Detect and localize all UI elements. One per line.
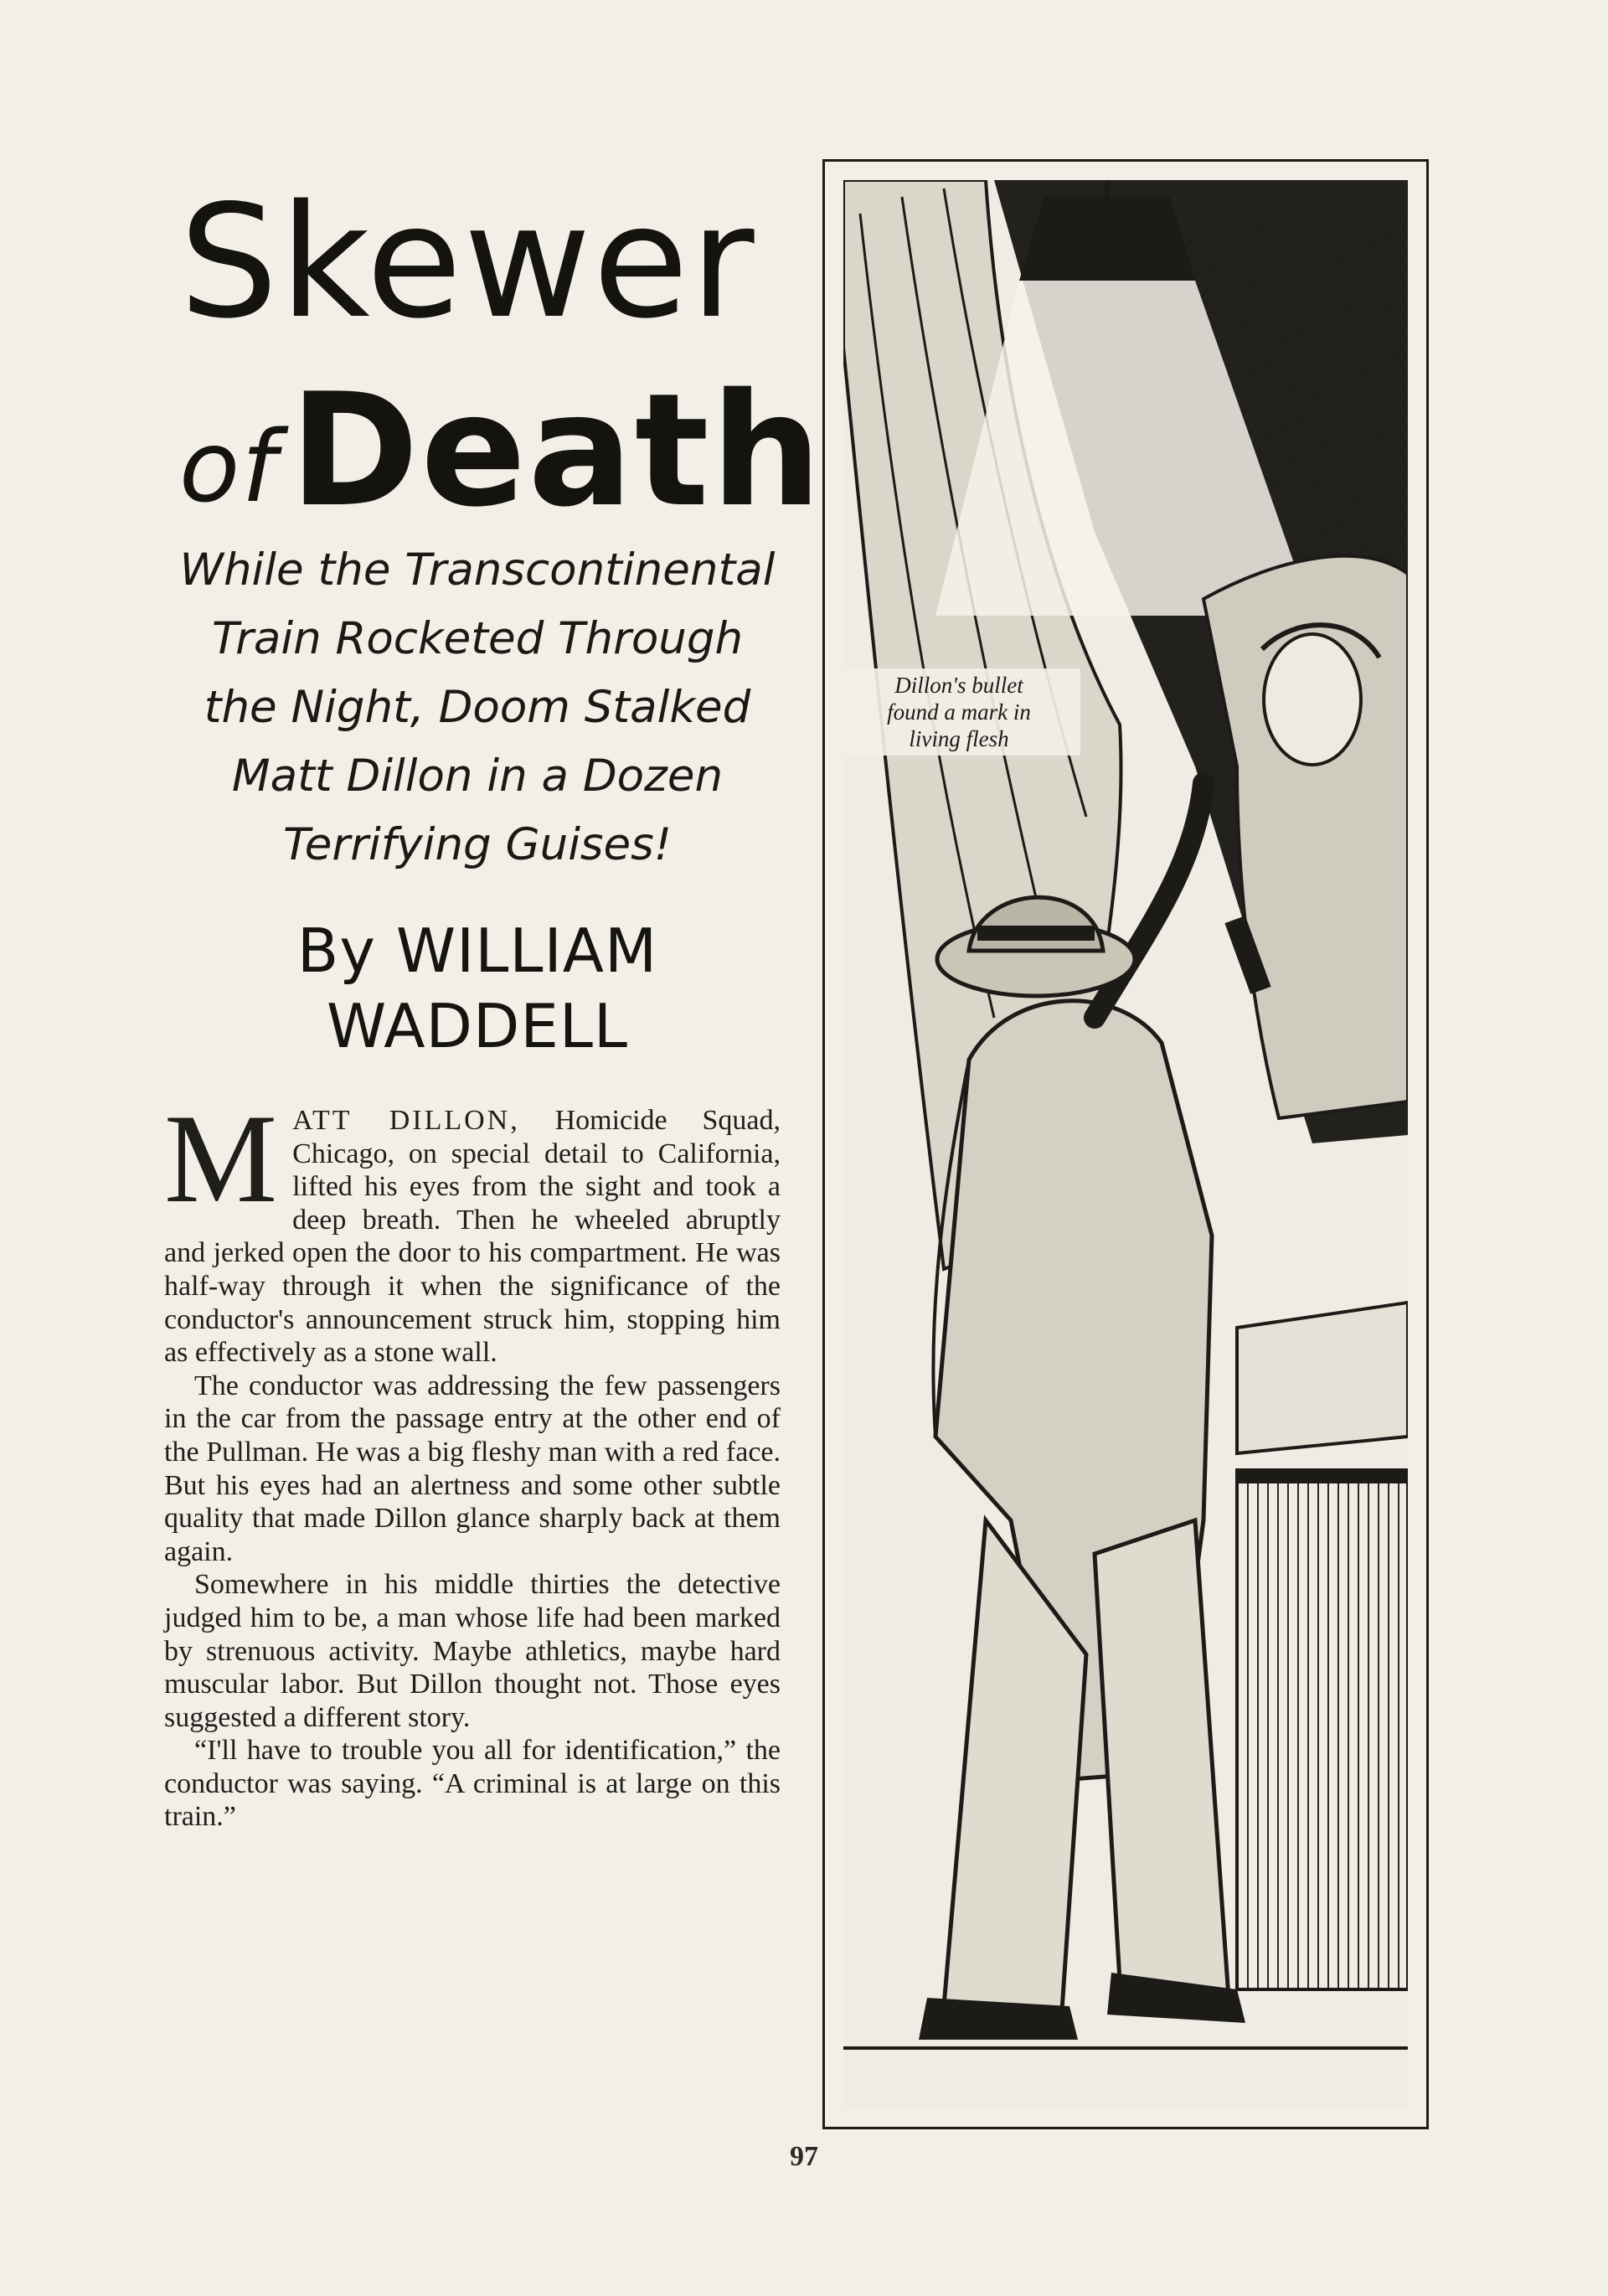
deck-line: Matt Dillon in a Dozen bbox=[231, 751, 724, 802]
title-block bbox=[159, 168, 824, 561]
illustration-drawing bbox=[843, 180, 1408, 2108]
paragraph-text: Homicide Squad, Chicago, on special detail to California, lifted his eyes from the sight and took a deep breath. Then he wheeled abruptly and jerked open the door to his compartment. He was half-way through it when the significance of the conductor's announcement struck him, stopping him as effectively as a stone wall. bbox=[164, 1105, 781, 1369]
title-line-1: Skewer bbox=[179, 171, 756, 353]
story-title bbox=[159, 168, 824, 561]
story-deck bbox=[159, 536, 796, 880]
body-paragraph: “I'll have to trouble you all for identification,” the conductor was saying. “A criminal is at large on this train.” bbox=[164, 1735, 781, 1833]
body-paragraph bbox=[164, 1088, 781, 1370]
body-paragraph: The conductor was addressing the few passengers in the car from the passage entry at the other end of the Pullman. He was a big fleshy man with a red face. But his eyes had an alertness and some other subtle quality that made Dillon glance sharply back at them again. bbox=[164, 1370, 781, 1567]
story-illustration bbox=[822, 159, 1429, 2129]
lead-in-caps: ATT DILLON, bbox=[292, 1105, 520, 1136]
title-death: Death bbox=[289, 359, 824, 541]
drop-cap: M bbox=[164, 1088, 278, 1229]
deck-line: Terrifying Guises! bbox=[282, 819, 673, 870]
byline-line: By WILLIAM bbox=[296, 916, 658, 986]
deck-line: While the Transcontinental bbox=[179, 544, 776, 596]
illustration-caption bbox=[838, 668, 1080, 756]
story-body bbox=[164, 1088, 781, 1834]
byline-line: WADDELL bbox=[326, 991, 629, 1061]
deck-line: the Night, Doom Stalked bbox=[204, 682, 751, 733]
caption-line: living flesh bbox=[909, 726, 1009, 751]
author-byline bbox=[159, 913, 796, 1064]
body-paragraph: Somewhere in his middle thirties the detective judged him to be, a man whose life had been marked by strenuous activity. Maybe athletics, maybe hard muscular labor. But Dillon thought not. Those eyes suggested a different story. bbox=[164, 1569, 781, 1733]
caption-line: Dillon's bullet bbox=[894, 673, 1023, 698]
page-number: 97 bbox=[790, 2141, 818, 2172]
title-line-2 bbox=[179, 356, 824, 561]
title-of: of bbox=[179, 409, 278, 524]
caption-line: found a mark in bbox=[887, 699, 1031, 725]
deck-line: Train Rocketed Through bbox=[211, 613, 744, 664]
